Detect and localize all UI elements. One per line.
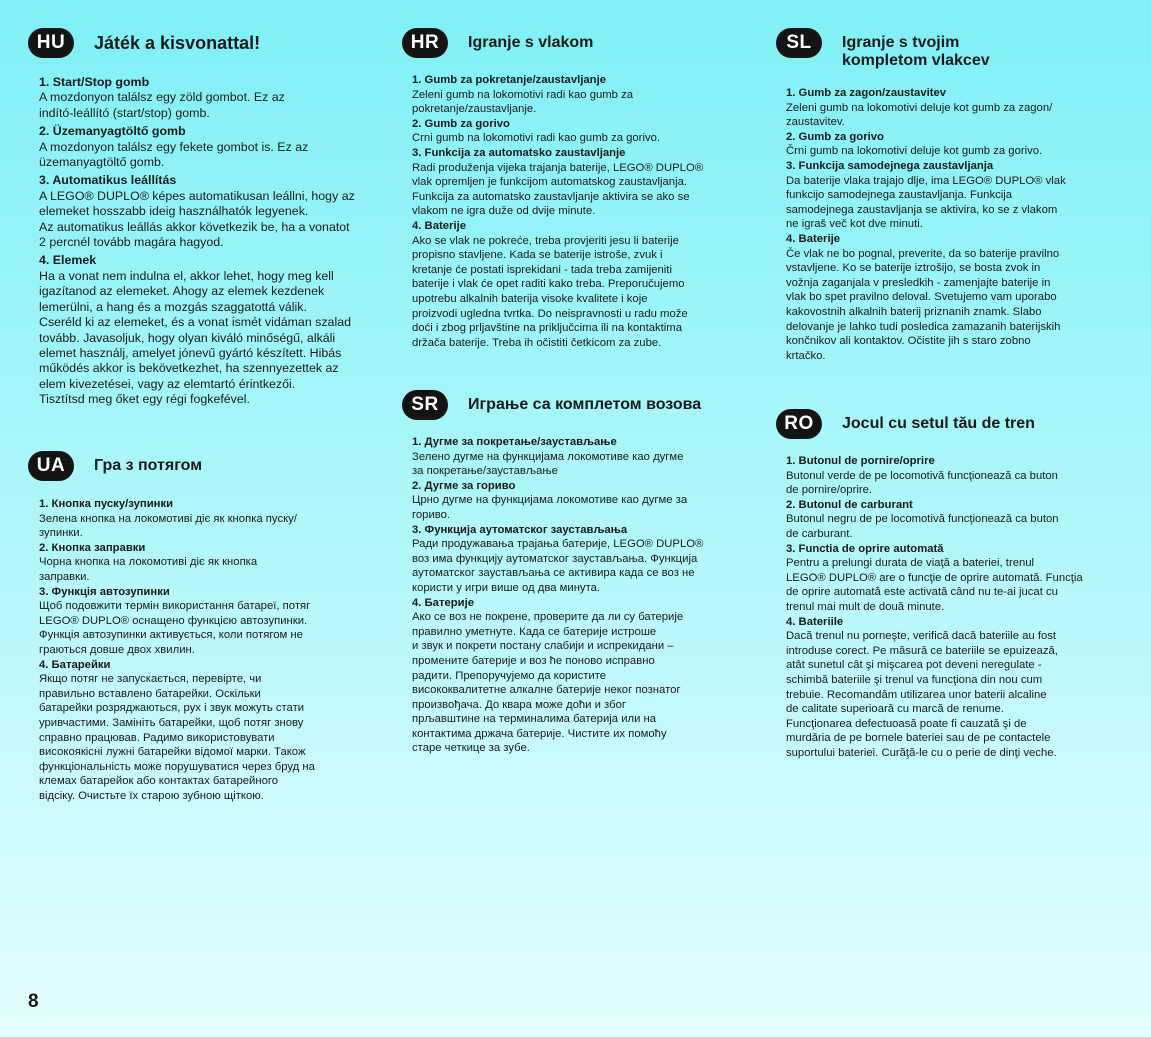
item-text: Crni gumb na lokomotivi radi kao gumb za gorivo.	[412, 132, 661, 145]
item-heading: 1. Start/Stop gomb	[39, 75, 150, 89]
list-item	[786, 542, 1131, 615]
language-badge: SL	[776, 28, 822, 58]
item-text: Ако се воз не покрене, проверите да ли су батерије правилно уметнуте. Када се батерије истроше и звук и покрети постану слабији и испрекидани – промените батерије и воз ће поново исправно радити. Препоручујемо да користите висококвалитетне алкалне батерије неког познатог произвођача. До квара може доћи и због прљавштине на терминалима батерија или на контактима држача батерије. Чистите их помоћу старе четкице за зубе.	[412, 611, 684, 755]
section-header	[776, 28, 1131, 70]
item-text: Da baterije vlaka trajajo dlje, ima LEGO® DUPLO® vlak funkcijo samodejnega zaustavljanja. Funkcija samodejnega zaustavljanja se aktivira, ko se z vlakom ne igraš več kot dve minuti.	[786, 174, 1066, 231]
item-text: Butonul negru de pe locomotivă funcţionează ca buton de carburant.	[786, 513, 1059, 540]
item-heading: 2. Дугме за гориво	[412, 479, 516, 492]
list-item	[412, 219, 747, 350]
section-sr	[402, 390, 747, 756]
item-text: Щоб подовжити термін використання батареї, потяг LEGO® DUPLO® оснащено функцією автозупинки. Функція автозупинки активується, коли потягом не граються довше двох хвилин.	[39, 600, 311, 656]
item-heading: 2. Gumb za gorivo	[786, 130, 884, 143]
item-heading: 1. Кнопка пуску/зупинки	[39, 498, 174, 510]
list-item	[412, 117, 747, 146]
list-item	[39, 75, 378, 121]
list-item	[786, 159, 1131, 232]
list-item	[412, 523, 747, 596]
section-title: Гра з потягом	[94, 457, 203, 474]
item-text: Črni gumb na lokomotivi deluje kot gumb za gorivo.	[786, 145, 1043, 158]
item-heading: 2. Кнопка заправки	[39, 541, 146, 554]
list-item	[786, 130, 1131, 159]
section-body	[786, 86, 1131, 363]
item-text: Зелена кнопка на локомотиві діє як кнопка пуску/ зупинки.	[39, 512, 297, 540]
item-heading: 3. Funkcija za automatsko zaustavljanje	[412, 146, 626, 159]
item-heading: 4. Батарейки	[39, 658, 111, 671]
list-item	[786, 615, 1131, 761]
list-item	[786, 498, 1131, 542]
item-text: Butonul verde de pe locomotivă funcţionează ca buton de pornire/oprire.	[786, 469, 1058, 497]
item-text: Ako se vlak ne pokreće, treba provjeriti jesu li baterije propisno stavljene. Kada se baterije istroše, zvuk i kretanje će postati isprekidani - tada treba zamijeniti baterije i vlak će opet raditi kako treba. Preporučujemo upotrebu alkalnih baterija visoke kvalitete i koje proizvodi ugledna tvrtka. Do neispravnosti u radu može doći i zbog prljavštine na priključcima ili na kontaktima držača baterije. Treba ih očistiti četkicom za zube.	[412, 234, 688, 349]
item-heading: 2. Üzemanyagtöltő gomb	[39, 124, 186, 139]
item-text: A mozdonyon találsz egy fekete gombot is. Ez az üzemanyagtöltő gomb.	[39, 139, 309, 170]
item-heading: 4. Elemek	[39, 253, 97, 268]
list-item	[786, 86, 1131, 130]
item-text: Če vlak ne bo pognal, preverite, da so baterije pravilno vstavljene. Ko se baterije iztrošijo, se bosta zvok in vožnja zaganjala v presledkih - zamenjajte baterije in vlak bo spet pravilno deloval. Svetujemo vam uporabo kakovostnih alkalnih baterij priznanih znamk. Slabo delovanje je lahko tudi posledica zamazanih baterijskih končnikov ali kontaktov. Očistite jih s staro zobno krtačko.	[786, 247, 1061, 362]
item-text: Якщо потяг не запускається, перевірте, чи правильно вставлено батарейки. Оскільки батарейки розряджаються, рух і звук можуть стати уривчастими. Замініть батарейки, щоб потяг знову справно працював. Радимо використовувати високоякісні лужні батарейки відомої марки. Також функціональність може порушуватися через бруд на клемах батарейок або контактах батарейного відсіку. Очистьте їх старою зубною щіткою.	[39, 673, 315, 802]
section-header	[28, 28, 378, 58]
section-body	[412, 435, 747, 756]
item-text: Ha a vonat nem indulna el, akkor lehet, hogy meg kell igazítanod az elemeket. Ahogy az elemek kezdenek lemerülni, a hang és a mozgás szaggatottá válik. Cseréld ki az elemeket, és a vonat ismét vidáman szalad tovább. Javasoljuk, hogy olyan kiváló minőségű, alkáli elemet használj, amelyet jónevű gyártó készített. Hibás működés akkor is bekövetkezhet, ha szennyezettek az elem kivezetései, vagy az elemtartó érintkezői. Tisztítsd meg őket egy régi fogkefével.	[39, 268, 351, 407]
item-text: Radi produženja vijeka trajanja baterije, LEGO® DUPLO® vlak opremljen je funkcijom automatskog zaustavljanja. Funkcija za automatsko zaustavljanje aktivira se ako se vlakom ne igra duže od dvije minute.	[412, 161, 704, 218]
section-title: Játék a kisvonattal!	[94, 33, 261, 53]
item-heading: 3. Functia de oprire automată	[786, 542, 944, 555]
section-title: Igranje s vlakom	[468, 34, 594, 51]
item-heading: 4. Baterije	[786, 232, 841, 245]
item-heading: 3. Функција аутоматског заустављања	[412, 523, 628, 536]
section-sl	[776, 28, 1131, 363]
section-header	[402, 390, 747, 420]
item-heading: 4. Baterije	[412, 219, 467, 232]
section-body	[39, 75, 378, 408]
list-item	[412, 73, 747, 117]
page-number: 8	[28, 991, 39, 1012]
section-body	[412, 73, 747, 350]
item-text: Zeleni gumb na lokomotivi deluje kot gumb za zagon/ zaustavitev.	[786, 101, 1053, 129]
section-ro	[776, 409, 1131, 760]
list-item	[39, 497, 378, 541]
item-text: Dacă trenul nu porneşte, verifică dacă bateriile au fost introduse corect. Pe măsură ce bateriile se epuizează, atât sunetul cât şi mişcarea pot deveni neregulate - schimbă bateriile şi trenul va funcţiona din nou cum trebuie. Recomandăm utilizarea unor baterii alcaline de calitate superioară cu marcă de renume. Funcţionarea defectuoasă poate fi cauzată şi de murdăria de pe bornele bateriei sau de pe contactele suportului bateriei. Curăţă-le cu o perie de dinţi veche.	[786, 630, 1058, 759]
list-item	[39, 124, 378, 170]
list-item	[786, 232, 1131, 363]
section-hu	[28, 28, 378, 411]
item-heading: 4. Батерије	[412, 596, 475, 609]
list-item	[412, 146, 747, 219]
section-body	[39, 497, 378, 803]
section-header	[776, 409, 1131, 439]
section-title: Играње са комплетом возова	[468, 396, 702, 413]
language-badge: RO	[776, 409, 822, 439]
item-heading: 2. Butonul de carburant	[786, 498, 913, 511]
item-heading: 3. Automatikus leállítás	[39, 173, 177, 188]
item-heading: 4. Bateriile	[786, 615, 844, 628]
section-title: Jocul cu setul tău de tren	[842, 415, 1035, 432]
item-heading: 1. Дугме за покретање/заустављање	[412, 436, 617, 448]
item-heading: 1. Gumb za zagon/zaustavitev	[786, 87, 947, 99]
item-text: Црно дугме на функцијама локомотиве као дугме за гориво.	[412, 494, 688, 521]
section-hr	[402, 28, 747, 350]
list-item	[786, 454, 1131, 498]
item-heading: 3. Функція автозупинки	[39, 585, 170, 598]
item-heading: 3. Funkcija samodejnega zaustavljanja	[786, 159, 994, 172]
list-item	[39, 541, 378, 585]
item-text: A LEGO® DUPLO® képes automatikusan leállni, hogy az elemeket hosszabb ideig használhatók legyenek. Az automatikus leállás akkor következik be, ha a vonatot 2 percnél tovább magára hagyod.	[39, 188, 355, 250]
list-item	[39, 585, 378, 658]
language-badge: HU	[28, 28, 74, 58]
list-item	[39, 173, 378, 250]
item-heading: 1. Gumb za pokretanje/zaustavljanje	[412, 74, 606, 86]
item-text: A mozdonyon találsz egy zöld gombot. Ez az indító-leállító (start/stop) gomb.	[39, 90, 285, 120]
item-heading: 1. Butonul de pornire/oprire	[786, 455, 935, 467]
list-item	[39, 253, 378, 407]
item-text: Ради продужавања трајања батерије, LEGO® DUPLO® воз има функцију аутоматског заустављања. Функција аутоматског заустављања се активира када се воз не користи у игри више од два минута.	[412, 538, 704, 594]
section-header	[28, 451, 378, 481]
language-badge: HR	[402, 28, 448, 58]
list-item	[412, 596, 747, 757]
item-text: Pentru a prelungi durata de viaţă a bateriei, trenul LEGO® DUPLO® are o funcţie de oprire automată. Funcţia de oprire automată este activată când nu te-ai jucat cu trenul mai mult de două minute.	[786, 557, 1083, 613]
section-body	[786, 454, 1131, 760]
list-item	[39, 658, 378, 804]
item-text: Чорна кнопка на локомотиві діє як кнопка заправки.	[39, 556, 258, 583]
section-ua	[28, 451, 378, 803]
item-text: Зелено дугме на функцијама локомотиве као дугме за покретање/заустављање	[412, 450, 684, 478]
item-text: Zeleni gumb na lokomotivi radi kao gumb za pokretanje/zaustavljanje.	[412, 88, 634, 116]
list-item	[412, 479, 747, 523]
language-badge: UA	[28, 451, 74, 481]
language-badge: SR	[402, 390, 448, 420]
section-title: Igranje s tvojim kompletom vlakcev	[842, 34, 990, 69]
list-item	[412, 435, 747, 479]
item-heading: 2. Gumb za gorivo	[412, 117, 510, 130]
section-header	[402, 28, 747, 58]
